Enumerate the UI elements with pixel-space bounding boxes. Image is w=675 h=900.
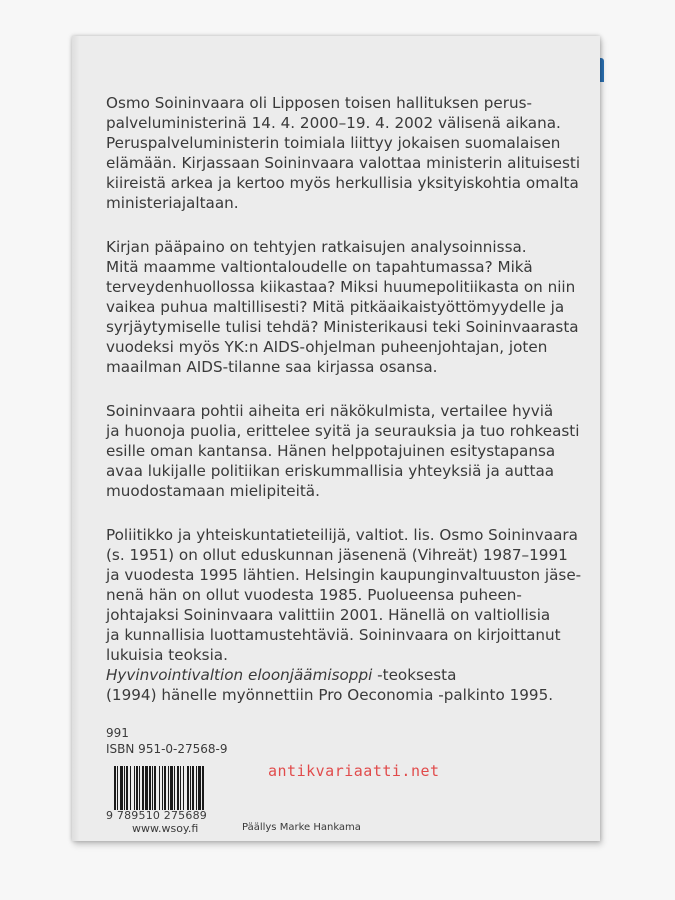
barcode-number: 9 789510 275689 xyxy=(106,809,207,822)
text-line: lukuisia teoksia. xyxy=(106,646,228,664)
cover-credit: Päällys Marke Hankama xyxy=(242,822,361,833)
text-line: palveluministerinä 14. 4. 2000–19. 4. 2002 välisenä aikana. xyxy=(106,114,561,132)
barcode-bar xyxy=(124,766,125,810)
barcode-bar xyxy=(114,766,116,810)
award-suffix: -teoksesta xyxy=(372,666,457,684)
isbn-block xyxy=(106,725,228,757)
text-line: Osmo Soininvaara oli Lipposen toisen hallituksen perus- xyxy=(106,94,533,112)
barcode-bar xyxy=(136,766,138,810)
barcode-bar xyxy=(117,766,118,810)
barcode-bar xyxy=(142,766,144,810)
isbn: ISBN 951-0-27568-9 xyxy=(106,742,228,756)
barcode-bar xyxy=(134,766,135,810)
barcode-bar xyxy=(126,766,128,810)
barcode-bar xyxy=(192,766,194,810)
text-line: maailman AIDS-tilanne saa kirjassa osansa. xyxy=(106,358,438,376)
award-line xyxy=(106,665,598,685)
barcode-bar xyxy=(177,766,179,810)
blurb xyxy=(106,93,598,729)
text-line: Peruspalveluministerin toimiala liittyy jokaisen suomalaisen xyxy=(106,134,561,152)
text-line: terveydenhuollossa kiikastaa? Miksi huumepolitiikasta on niin xyxy=(106,278,576,296)
barcode-bar xyxy=(145,766,148,810)
barcode-bar xyxy=(154,766,156,810)
barcode-bar xyxy=(180,766,181,810)
barcode-bar xyxy=(130,766,131,810)
text-line: muodostamaan mielipiteitä. xyxy=(106,482,320,500)
cover-shading xyxy=(72,36,80,841)
barcode-bar xyxy=(170,766,173,810)
text-line: Poliitikko ja yhteiskuntatieteilijä, valtiot. lis. Osmo Soininvaara xyxy=(106,526,578,544)
watermark-text: antikvariaatti.net xyxy=(268,762,440,780)
barcode-bar xyxy=(139,766,140,810)
barcode-bar xyxy=(168,766,169,810)
classification-code: 991 xyxy=(106,726,129,740)
barcode-bar xyxy=(187,766,189,810)
book-title: Hyvinvointivaltion eloonjäämisoppi xyxy=(106,666,373,684)
text-line: ja vuodesta 1995 lähtien. Helsingin kaupunginvaltuuston jäse- xyxy=(106,566,582,584)
paragraph-3 xyxy=(106,401,598,501)
barcode-bar xyxy=(159,766,160,810)
text-line: Soininvaara pohtii aiheita eri näkökulmista, vertailee hyviä xyxy=(106,402,554,420)
text-line: vuodeksi myös YK:n AIDS-ohjelman puheenjohtajan, joten xyxy=(106,338,548,356)
text-line: esille oman kantansa. Hänen helppotajuinen esitystapansa xyxy=(106,442,556,460)
text-line: ministeriajaltaan. xyxy=(106,194,239,212)
text-line: (s. 1951) on ollut eduskunnan jäsenenä (Vihreät) 1987–1991 xyxy=(106,546,568,564)
barcode-bar xyxy=(190,766,191,810)
barcode-bar xyxy=(164,766,166,810)
text-line: syrjäytymiselle tulisi tehdä? Ministerikausi teki Soininvaarasta xyxy=(106,318,579,336)
barcode-bar xyxy=(183,766,184,810)
text-line: elämään. Kirjassaan Soininvaara valottaa ministerin alituisesti xyxy=(106,154,581,172)
text-line: ja huonoja puolia, erittelee syitä ja seurauksia ja tuo rohkeasti xyxy=(106,422,580,440)
barcode xyxy=(114,766,222,810)
paragraph-2 xyxy=(106,237,598,377)
publisher-website: www.wsoy.fi xyxy=(132,822,199,835)
barcode-bar xyxy=(120,766,123,810)
barcode-bar xyxy=(174,766,175,810)
text-line: johtajaksi Soininvaara valittiin 2001. Hänellä on valtiollisia xyxy=(106,606,551,624)
barcode-bar xyxy=(149,766,151,810)
barcode-bar xyxy=(202,766,204,810)
barcode-bar xyxy=(198,766,201,810)
barcode-bar xyxy=(196,766,197,810)
text-line: ja kunnallisia luottamustehtäviä. Soininvaara on kirjoittanut xyxy=(106,626,561,644)
barcode-bar xyxy=(162,766,163,810)
barcode-bar xyxy=(152,766,153,810)
text-line: vaikea puhua maltillisesti? Mitä pitkäaikaistyöttömyydelle ja xyxy=(106,298,565,316)
text-line: nenä hän on ollut vuodesta 1985. Puolueensa puheen- xyxy=(106,586,522,604)
text-line: Kirjan pääpaino on tehtyjen ratkaisujen analysoinnissa. xyxy=(106,238,527,256)
award-line-2: (1994) hänelle myönnettiin Pro Oeconomia -palkinto 1995. xyxy=(106,686,554,704)
paragraph-4 xyxy=(106,525,598,705)
text-line: kiireistä arkea ja kertoo myös herkullisia yksityiskohtia omalta xyxy=(106,174,579,192)
paragraph-1 xyxy=(106,93,598,213)
text-line: Mitä maamme valtiontaloudelle on tapahtumassa? Mikä xyxy=(106,258,533,276)
text-line: avaa lukijalle politiikan eriskummallisia yhteyksiä ja auttaa xyxy=(106,462,555,480)
